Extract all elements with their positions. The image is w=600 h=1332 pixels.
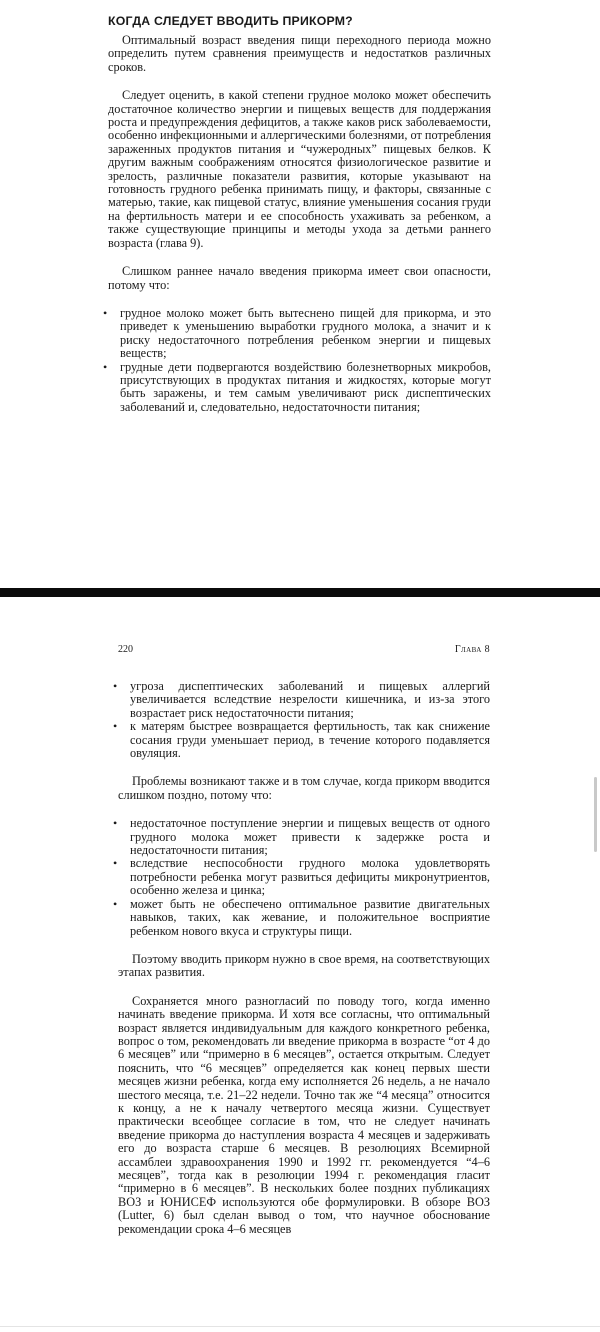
page-top xyxy=(0,0,600,588)
bullet-icon: • xyxy=(103,359,108,374)
paragraph: Слишком раннее начало введения прикорма имеет свои опасности, потому что: xyxy=(108,264,491,292)
chapter-label: Глава 8 xyxy=(454,644,490,655)
running-head xyxy=(118,644,490,656)
scrollbar-thumb[interactable] xyxy=(594,777,597,852)
bullet-icon: • xyxy=(113,856,118,871)
paragraph: Поэтому вводить прикорм нужно в свое время, на соответствующих этапах развития. xyxy=(118,951,490,980)
bullet-icon: • xyxy=(113,719,118,734)
page-bottom xyxy=(0,597,600,1332)
section-heading: КОГДА СЛЕДУЕТ ВВОДИТЬ ПРИКОРМ? xyxy=(108,14,353,28)
bullet-item xyxy=(103,359,491,415)
bullet-icon: • xyxy=(113,816,118,831)
bullet-text: угроза диспептических заболеваний и пищевых аллергий увеличивается вследствие незрелости кишечника, и из-за этого возрастает риск недостаточности питания; xyxy=(130,679,490,720)
bullet-text: к матерям быстрее возвращается фертильность, так как снижение сосания груди уменьшает период, в течение которого подавляется овуляция. xyxy=(130,719,490,761)
page-divider xyxy=(0,588,600,597)
bullet-list xyxy=(113,679,490,761)
bullet-icon: • xyxy=(103,305,108,320)
paragraph: Следует оценить, в какой степени грудное молоко может обеспечить достаточное количество энергии и пищевых веществ для поддержания роста и предупреждения дефицитов, а также каков риск заболеваемости, особенно инфекционными и аллергическими болезнями, от потребления зараженных продуктов питания и “чужеродных” пищевых белков. К другим важным соображениям относятся физиологическое развитие и зрелость, различные показатели развития, которые указывают на готовность грудного ребенка принимать пищу, и факторы, связанные с матерью, такие, как пищевой статус, влияние уменьшения сосания груди на фертильность матери и ее способность ухаживать за ребенком, а также существующие принципы и методы ухода за детьми раннего возраста (глава 9). xyxy=(108,88,491,250)
bullet-list xyxy=(113,816,490,938)
bullet-text: вследствие неспособности грудного молока удовлетворять потребности ребенка могут развиться дефициты микронутриентов, особенно железа и цинка; xyxy=(130,856,490,898)
bullet-item xyxy=(113,896,490,938)
bullet-text: недостаточное поступление энергии и пищевых веществ от одного грудного молока может привести к задержке роста и недостаточности питания; xyxy=(130,816,490,858)
bottom-rule xyxy=(0,1326,600,1327)
bullet-icon: • xyxy=(113,679,118,693)
bullet-item xyxy=(113,816,490,858)
bullet-item xyxy=(103,305,491,361)
bullet-item xyxy=(113,719,490,761)
paragraph: Оптимальный возраст введения пищи переходного периода можно определить путем сравнения преимуществ и недостатков различных сроков. xyxy=(108,33,491,74)
bullet-item xyxy=(113,856,490,898)
page-bottom-content xyxy=(113,679,490,1251)
bullet-text: грудное молоко может быть вытеснено пищей для прикорма, и это приведет к уменьшению выработки грудного молока, а значит и к риску недостаточного потребления ребенком энергии и пищевых веществ; xyxy=(120,305,491,361)
bullet-icon: • xyxy=(113,896,118,911)
bullet-text: грудные дети подвергаются воздействию болезнетворных микробов, присутствующих в продуктах питания и жидкостях, которые могут быть заражены, и тем самым увеличивают риск диспептических заболеваний и, следовательно, недостаточности питания; xyxy=(120,359,491,414)
paragraph: Проблемы возникают также и в том случае, когда прикорм вводится слишком поздно, потому что: xyxy=(118,774,490,802)
page-number: 220 xyxy=(118,644,133,655)
paragraph: Сохраняется много разногласий по поводу того, когда именно начинать введение прикорма. И хотя все согласны, что оптимальный возраст является индивидуальным для каждого конкретного ребенка, вопрос о том, рекомендовать ли введение прикорма в возрасте “от 4 до 6 месяцев” или “примерно в 6 месяцев”, остается открытым. Следует пояснить, что “6 месяцев” определяется как конец первых шести месяцев жизни ребенка, когда ему исполняется 26 недель, а не начало шестого месяца, т.е. 21–22 недели. Точно так же “4 месяца” относится к концу, а не к началу четвертого месяца жизни. Существует практически всеобщее согласие в том, что не следует начинать введение прикорма до наступления возраста 4 месяцев и задерживать его до возраста старше 6 месяцев. В резолюциях Всемирной ассамблеи здравоохранения 1990 и 1992 гг. рекомендуется “4–6 месяцев”, тогда как в резолюции 1994 г. рекомендация гласит “примерно в 6 месяцев”. В нескольких более поздних публикациях ВОЗ и ЮНИСЕФ используются обе формулировки. В обзоре ВОЗ (Lutter, 6) был сделан вывод о том, что научное обоснование рекомендации срока 4–6 месяцев xyxy=(118,993,490,1236)
page-top-content xyxy=(103,14,491,429)
bullet-text: может быть не обеспечено оптимальное развитие двигательных навыков, таких, как жевание, и положительное восприятие ребенком нового вкуса и структуры пищи. xyxy=(130,896,490,938)
bullet-item xyxy=(113,679,490,720)
bullet-list xyxy=(103,305,491,414)
